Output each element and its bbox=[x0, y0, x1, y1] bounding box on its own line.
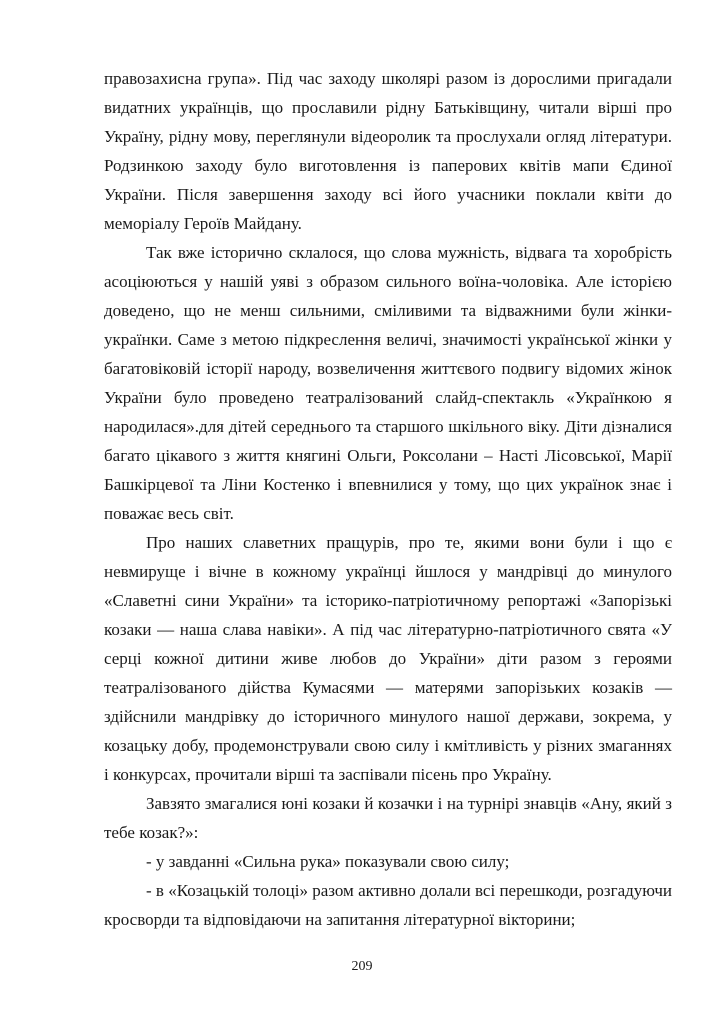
list-item-strong-hand: - у завданні «Сильна рука» показували свою силу; bbox=[146, 852, 510, 871]
list-item-cossack-toloka: - в «Козацькій толоці» разом активно долали всі перешкоди, розгадуючи кросворди та відповідаючи на запитання літературної вікторини; bbox=[104, 881, 672, 929]
document-body bbox=[104, 64, 672, 934]
paragraph-3: Про наших славетних пращурів, про те, якими вони були і що є невмируще і вічне в кожному українці йшлося у мандрівці до минулого «Славетні сини України» та історико-патріотичному репортажі «Запорізькі козаки — наша слава навіки». А під час літературно-патріотичного свята «У серці кожної дитини живе любов до України» діти разом з героями театралізованого дійства Кумасями — матерями запорізьких козаків — здійснили мандрівку до історичного минулого нашої держави, зокрема, у козацьку добу, продемонстрували свою силу і кмітливість у різних змаганнях і конкурсах, прочитали вірші та заспівали пісень про Україну. bbox=[104, 533, 672, 784]
page-number: 209 bbox=[351, 959, 373, 974]
paragraph-2: Так вже історично склалося, що слова мужність, відвага та хоробрість асоціюються у нашій уяві з образом сильного воїна-чоловіка. Але історією доведено, що не менш сильними, сміливими та відважними були жінки-українки. Саме з метою підкреслення величі, значимості української жінки у багатовіковій історії народу, возвеличення життєвого подвигу відомих жінок України було проведено театралізований слайд-спектакль «Українкою я народилася».для дітей середнього та старшого шкільного віку. Діти дізналися багато цікавого з життя княгині Ольги, Роксолани – Насті Лісовської, Марії Башкірцевої та Ліни Костенко і впевнилися у тому, що цих українок знає і поважає весь світ. bbox=[104, 243, 672, 523]
paragraph-4: Завзято змагалися юні козаки й козачки і на турнірі знавців «Ану, який з тебе козак?»: bbox=[104, 794, 672, 842]
paragraph-1: правозахисна група». Під час заходу школярі разом із дорослими пригадали видатних українців, що прославили рідну Батьківщину, читали вірші про Україну, рідну мову, переглянули відеоролик та прослухали огляд літератури. Родзинкою заходу було виготовлення із паперових квітів мапи Єдиної України. Після завершення заходу всі його учасники поклали квіти до меморіалу Героїв Майдану. bbox=[104, 69, 672, 233]
